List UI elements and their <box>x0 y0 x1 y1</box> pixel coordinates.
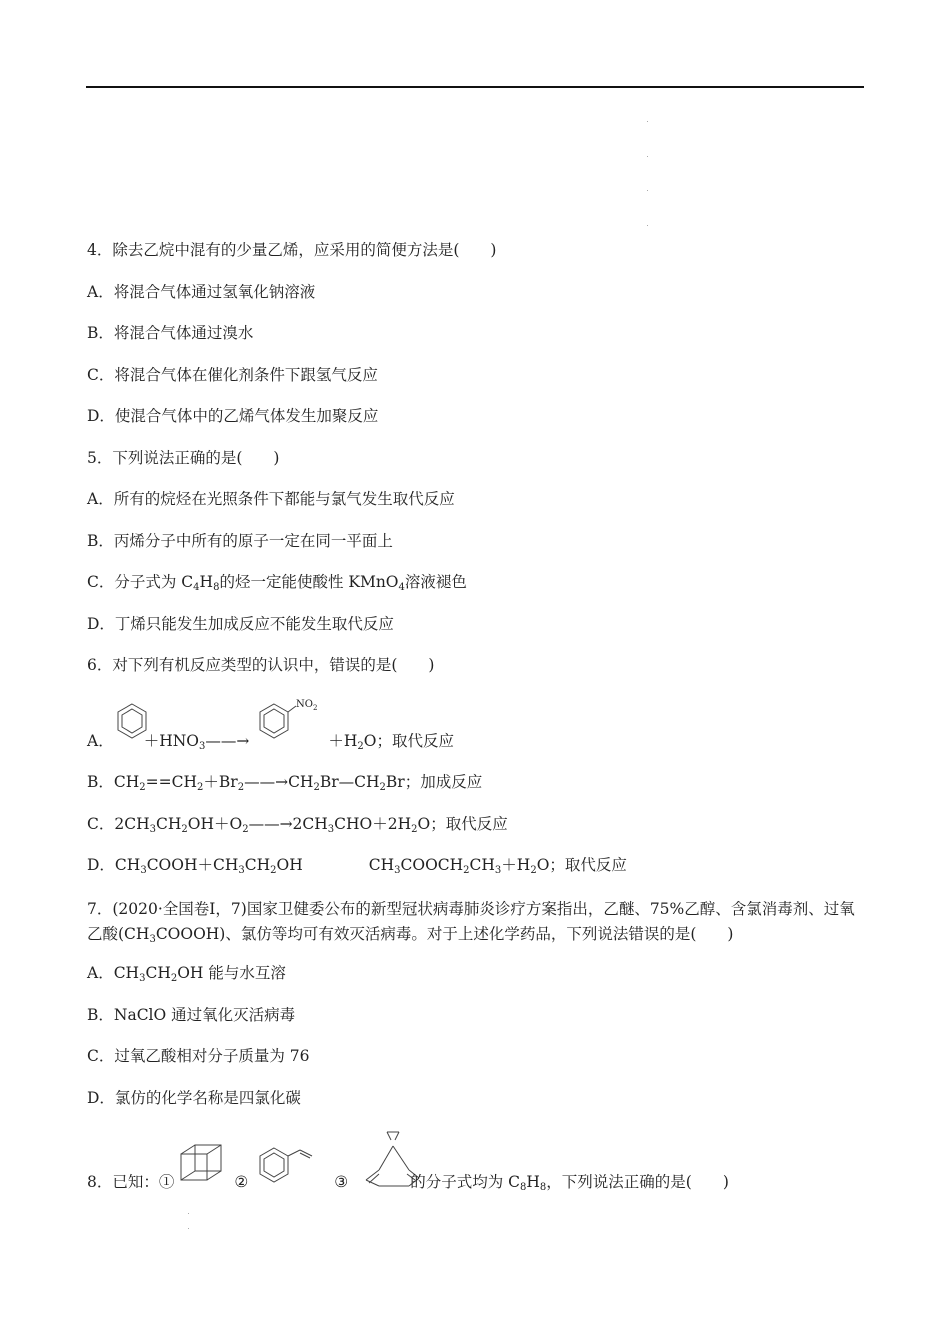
q8-stem: 8．已知：① ② ③ 的分子式均为 $C_8H_8$，下列说法正确的是( ) <box>87 1173 729 1193</box>
stray-dot <box>647 225 648 226</box>
q4-option-a: A．将混合气体通过氢氧化钠溶液 <box>87 283 316 301</box>
q4-option-b: B．将混合气体通过溴水 <box>87 324 254 342</box>
q5-stem: 5．下列说法正确的是( ) <box>87 449 280 467</box>
q7-option-c: C．过氧乙酸相对分子质量为 76 <box>87 1047 310 1065</box>
q6-option-b: B．$CH_2==CH_2+Br_2——\to CH_2Br—CH_2Br$；加成反应 <box>87 773 483 793</box>
q6-option-c: C．$2CH_3CH_2OH+O_2——\to 2CH_3CHO+2H_2O$；取代反应 <box>87 815 508 835</box>
stray-dot <box>188 1228 189 1229</box>
q5-option-a: A．所有的烷烃在光照条件下都能与氯气发生取代反应 <box>87 490 455 508</box>
q5-option-d: D．丁烯只能发生加成反应不能发生取代反应 <box>87 615 394 633</box>
q4-stem: 4．除去乙烷中混有的少量乙烯，应采用的简便方法是( ) <box>87 241 497 259</box>
stray-dot <box>647 156 648 157</box>
stray-dot <box>647 121 648 122</box>
q6-option-a: A． $+HNO_3——\to +H_2O$；取代反应 <box>87 732 454 752</box>
q7-option-d: D．氯仿的化学名称是四氯化碳 <box>87 1089 301 1107</box>
stray-dot <box>647 190 648 191</box>
stray-dot <box>188 1213 189 1214</box>
q5-option-b: B．丙烯分子中所有的原子一定在同一平面上 <box>87 532 393 550</box>
q4-option-d: D．使混合气体中的乙烯气体发生加聚反应 <box>87 407 379 425</box>
nitro-group-label: $NO_2$ <box>296 699 318 712</box>
q6-stem: 6．对下列有机反应类型的认识中，错误的是( ) <box>87 656 435 674</box>
q6-option-d: D．$CH_3COOH+CH_3CH_2OH$ $CH_3COOCH_2CH_3+H_2O$；取代反应 <box>87 856 627 876</box>
q4-option-c: C．将混合气体在催化剂条件下跟氢气反应 <box>87 366 378 384</box>
q7-option-a: A．$CH_3CH_2OH$ 能与水互溶 <box>87 964 286 984</box>
q7-stem: 7．(2020·全国卷Ⅰ，7)国家卫健委公布的新型冠状病毒肺炎诊疗方案指出，乙醚、75%乙醇、含氯消毒剂、过氧乙酸$(CH_3COOOH)$、氯仿等均可有效灭活病毒。对于上述化学药品，下列说法错误的是( ) <box>87 900 855 945</box>
header-rule <box>86 86 864 88</box>
q5-option-c: C．分子式为 $C_4H_8$的烃一定能使酸性 KMnO$_4$溶液褪色 <box>87 573 467 593</box>
q7-option-b: B．NaClO 通过氧化灭活病毒 <box>87 1006 296 1024</box>
